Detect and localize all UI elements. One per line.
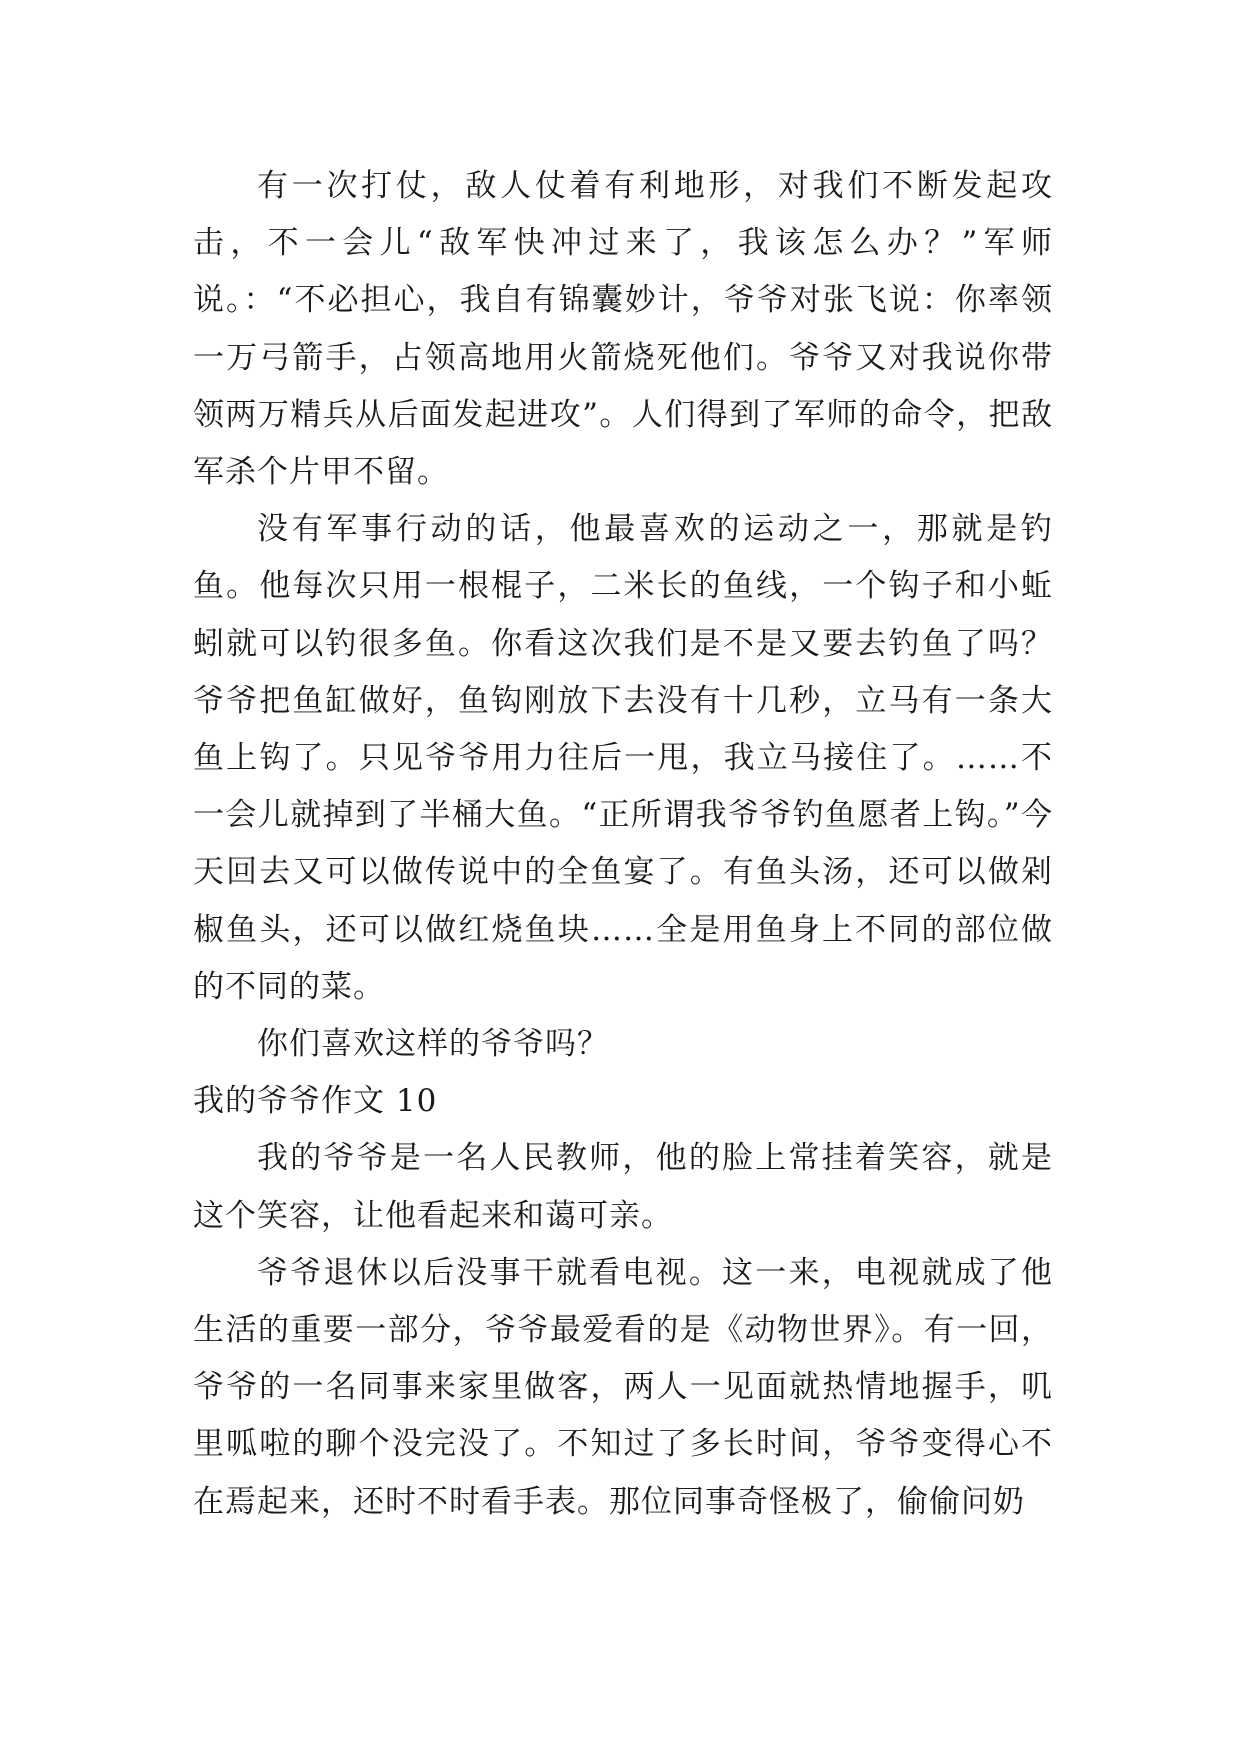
paragraph-fishing-story: 没有军事行动的话，他最喜欢的运动之一，那就是钓鱼。他每次只用一根棍子，二米长的鱼线，一个钩子和小蚯蚓就可以钓很多鱼。你看这次我们是不是又要去钓鱼了吗？爷爷把鱼缸做好，鱼钩刚放下去没有十几秒，立马有一条大鱼上钩了。只见爷爷用力往后一甩，我立马接住了。……不一会儿就掉到了半桶大鱼。“正所谓我爷爷钓鱼愿者上钩。”今天回去又可以做传说中的全鱼宴了。有鱼头汤，还可以做剁椒鱼头，还可以做红烧鱼块……全是用鱼身上不同的部位做的不同的菜。: [193, 511, 1053, 1005]
paragraph-tv-story: 爷爷退休以后没事干就看电视。这一来，电视就成了他生活的重要一部分，爷爷最爱看的是《动物世界》。有一回，爷爷的一名同事来家里做客，两人一见面就热情地握手，叽里呱啦的聊个没完没了。不知过了多长时间，爷爷变得心不在焉起来，还时不时看手表。那位同事奇怪极了，偷偷问奶: [193, 1254, 1053, 1520]
paragraph-closing-question: 你们喜欢这样的爷爷吗？: [257, 1026, 609, 1063]
paragraph-teacher-intro: 我的爷爷是一名人民教师，他的脸上常挂着笑容，就是这个笑容，让他看起来和蔼可亲。: [193, 1140, 1053, 1234]
document-body: [193, 158, 1053, 1531]
paragraph-battle-story: 有一次打仗，敌人仗着有利地形，对我们不断发起攻击，不一会儿“敌军快冲过来了，我该怎么办？”军师说。：“不必担心，我自有锦囊妙计，爷爷对张飞说：你率领一万弓箭手，占领高地用火箭烧死他们。爷爷又对我说你带领两万精兵从后面发起进攻”。人们得到了军师的命令，把敌军杀个片甲不留。: [193, 168, 1053, 491]
essay-heading: 我的爷爷作文 10: [193, 1083, 438, 1120]
